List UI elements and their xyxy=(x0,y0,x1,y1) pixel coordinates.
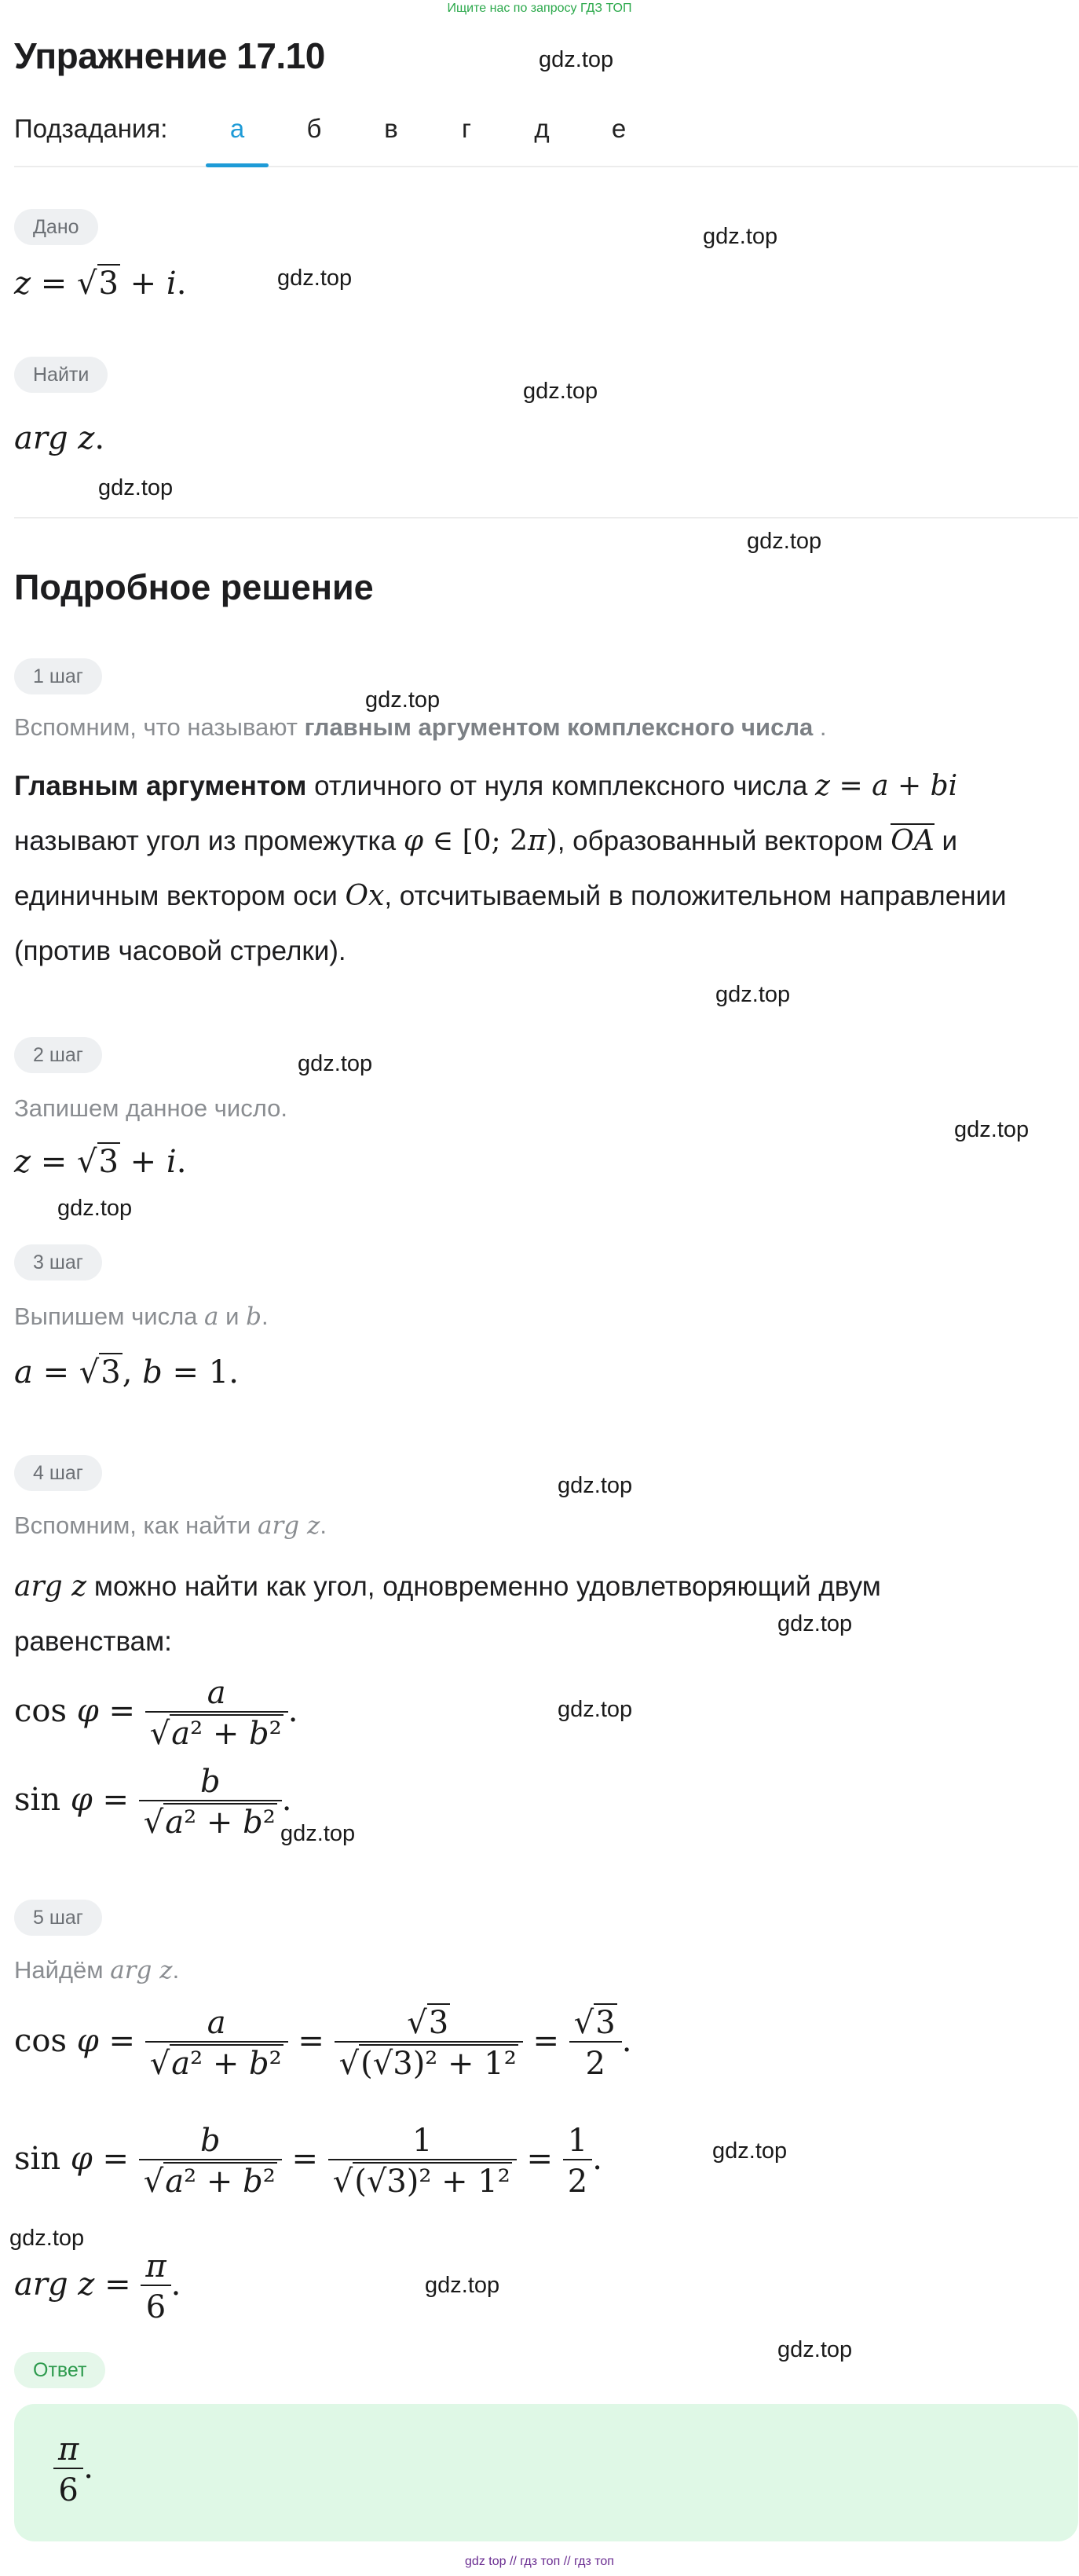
given-formula: z = √3 + i. xyxy=(14,266,187,302)
section-divider xyxy=(14,517,1078,518)
tab-a[interactable]: а xyxy=(229,114,245,143)
step-badge: 1 шаг xyxy=(14,658,102,694)
watermark: gdz.top xyxy=(715,982,791,1007)
step-hint: Вспомним, что называют главным аргументом комплексного числа . xyxy=(14,713,827,741)
page-title: Упражнение 17.10 xyxy=(14,35,325,76)
cos-formula: cos φ = $\frac{a}{\text{√a² + b²}}$ . xyxy=(14,1675,298,1752)
definition-text: Главным аргументом отличного от нуля комплексного числа z = a + bi называют угол из промежутка φ ∈ [0; 2π), образованный вектором OA и единичным вектором оси Ox, отсчитываемый в положительном направлении (против часовой стрелки). xyxy=(14,770,1007,966)
step-badge: 5 шаг xyxy=(14,1900,102,1936)
step-formula: z = √3 + i. xyxy=(14,1144,187,1180)
step-formula: a = √3, b = 1. xyxy=(14,1354,239,1391)
tab-d[interactable]: д xyxy=(534,114,550,143)
solution-title: Подробное решение xyxy=(14,567,374,607)
find-formula: arg z. xyxy=(14,420,105,456)
step-hint: Вспомним, как найти arg z. xyxy=(14,1512,327,1540)
sin-formula: sin φ = $\frac{b}{\text{√a² + b²}}$ . xyxy=(14,1764,292,1841)
answer-value: $\frac{\pi}{6}$ . xyxy=(53,2431,93,2508)
watermark: gdz.top xyxy=(558,1697,633,1722)
watermark: gdz.top xyxy=(425,2273,500,2298)
watermark: gdz.top xyxy=(777,2337,853,2362)
result-formula: arg z = $\frac{\pi}{6}$ . xyxy=(14,2248,181,2325)
watermark: gdz.top xyxy=(712,2138,788,2164)
tab-b[interactable]: б xyxy=(306,114,322,143)
find-badge: Найти xyxy=(14,357,108,393)
watermark: gdz.top xyxy=(98,475,174,500)
sin-calculation: sin φ = $\frac{b}{\text{√a² + b²}}$ = $\frac{1}{\text{√(√3)² + 1²}}$ = $\frac{1}{2}$ . xyxy=(14,2123,602,2200)
watermark: gdz.top xyxy=(777,1611,853,1636)
step-badge: 4 шаг xyxy=(14,1455,102,1491)
tabs-divider xyxy=(14,166,1078,167)
tab-v[interactable]: в xyxy=(384,114,398,143)
step-hint: Найдём arg z. xyxy=(14,1956,180,1984)
step-hint: Запишем данное число. xyxy=(14,1094,288,1122)
watermark: gdz.top xyxy=(365,687,441,713)
given-badge: Дано xyxy=(14,209,98,245)
step-badge: 3 шаг xyxy=(14,1244,102,1281)
step-badge: 2 шаг xyxy=(14,1037,102,1073)
step-hint: Выпишем числа a и b. xyxy=(14,1303,269,1331)
watermark: gdz.top xyxy=(747,529,822,554)
bottom-banner[interactable]: gdz top // гдз топ // гдз топ xyxy=(465,2555,614,2568)
answer-badge: Ответ xyxy=(14,2352,105,2388)
watermark: gdz.top xyxy=(558,1473,633,1498)
watermark: gdz.top xyxy=(9,2226,85,2251)
watermark: gdz.top xyxy=(277,266,353,291)
watermark: gdz.top xyxy=(539,47,614,72)
watermark: gdz.top xyxy=(523,379,598,404)
tab-e[interactable]: е xyxy=(611,114,627,143)
cos-calculation: cos φ = $\frac{a}{\text{√a² + b²}}$ = $\frac{√3}{\text{√(√3)² + 1²}}$ = $\frac{√3}{2}$ . xyxy=(14,2005,632,2082)
watermark: gdz.top xyxy=(280,1821,356,1846)
watermark: gdz.top xyxy=(298,1051,373,1076)
top-banner[interactable]: Ищите нас по запросу ГДЗ ТОП xyxy=(447,2,632,15)
active-tab-indicator xyxy=(206,163,269,167)
watermark: gdz.top xyxy=(954,1117,1030,1142)
tab-g[interactable]: г xyxy=(461,114,472,143)
watermark: gdz.top xyxy=(703,224,778,249)
watermark: gdz.top xyxy=(57,1196,133,1221)
subtasks-label: Подзадания: xyxy=(14,114,168,143)
answer-box xyxy=(14,2404,1078,2541)
step-text: arg z можно найти как угол, одновременно удовлетворяющий двум равенствам: xyxy=(14,1570,881,1657)
